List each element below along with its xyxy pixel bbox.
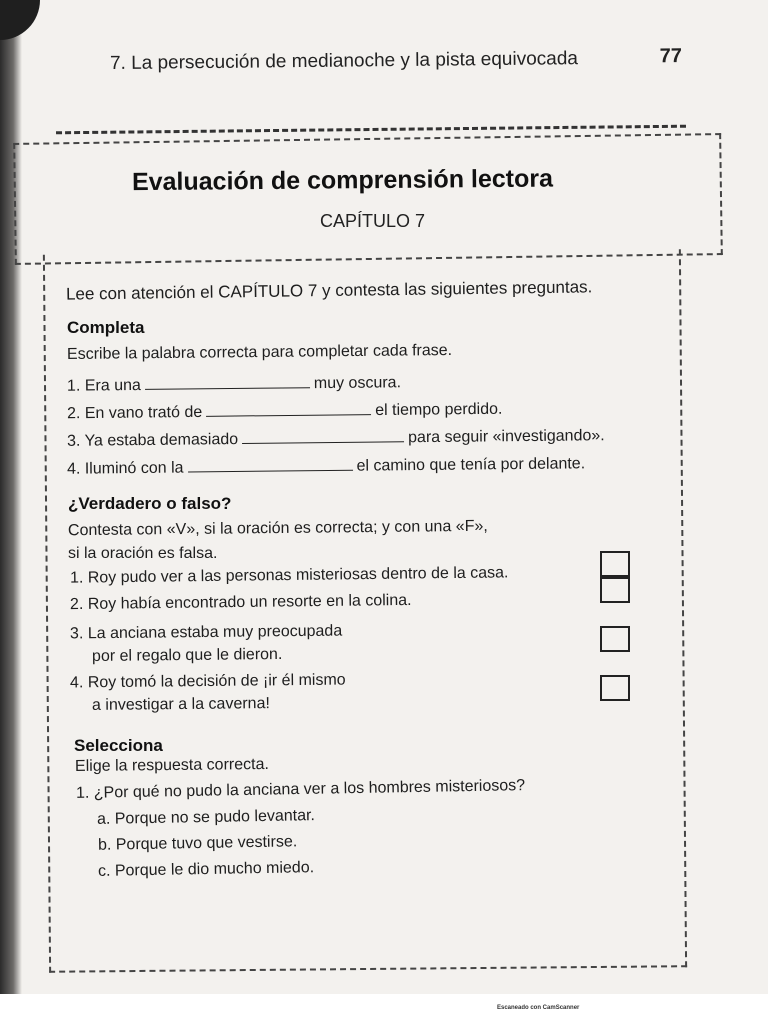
selecciona-instruction: Elige la respuesta correcta. <box>74 755 269 776</box>
item-text-before: 4. Iluminó con la <box>66 459 184 478</box>
vf-instruction-line2: si la oración es falsa. <box>68 545 218 562</box>
scanner-watermark: Escaneado con CamScanner <box>497 1005 580 1011</box>
title-frame <box>13 133 723 265</box>
completa-instruction: Escribe la palabra correcta para completar cada frase. <box>66 341 453 364</box>
scan-bottom-margin <box>0 994 768 1024</box>
completa-heading: Completa <box>67 318 145 337</box>
answer-blank[interactable] <box>206 400 371 417</box>
vf-item-4-line1: 4. Roy tomó la decisión de ¡ir él mismo <box>69 671 346 692</box>
chapter-subtitle: CAPÍTULO 7 <box>320 211 426 231</box>
page-corner-shadow <box>0 0 40 40</box>
top-dashed-rule <box>56 125 686 135</box>
instructions: Lee con atención el CAPÍTULO 7 y contesta las siguientes preguntas. <box>65 277 593 304</box>
item-text-after: el tiempo perdido. <box>375 400 503 420</box>
option-b[interactable]: b. Porque tuvo que vestirse. <box>97 833 298 854</box>
answer-blank[interactable] <box>187 456 352 473</box>
running-head <box>110 47 690 75</box>
vf-item-4-line2: a investigar a la caverna! <box>91 695 270 714</box>
vf-checkbox-4[interactable] <box>600 675 630 701</box>
vf-checkbox-3[interactable] <box>600 626 630 652</box>
verdadero-falso-heading: ¿Verdadero o falso? <box>68 494 232 513</box>
selecciona-heading: Selecciona <box>74 736 163 755</box>
item-text-before: 2. En vano trató de <box>66 403 203 423</box>
running-head-text: 7. La persecución de medianoche y la pista equivocada <box>109 48 579 75</box>
vf-instruction-line1: Contesta con «V», si la oración es correcta; y con una «F», <box>67 517 488 540</box>
item-text-after: muy oscura. <box>313 374 402 393</box>
answer-blank[interactable] <box>242 427 404 444</box>
selecciona-question: 1. ¿Por qué no pudo la anciana ver a los hombres misteriosos? <box>75 777 526 802</box>
completa-item-1 <box>67 372 401 395</box>
vf-checkbox-2[interactable] <box>600 577 630 603</box>
option-a[interactable]: a. Porque no se pudo levantar. <box>96 807 316 828</box>
vf-item-1: 1. Roy pudo ver a las personas misteriosas dentro de la casa. <box>69 564 509 587</box>
page-number: 77 <box>659 45 683 68</box>
vf-checkbox-1[interactable] <box>600 551 630 577</box>
item-text-before: 3. Ya estaba demasiado <box>66 431 239 450</box>
option-c[interactable]: c. Porque le dio mucho miedo. <box>97 859 315 880</box>
item-text-before: 1. Era una <box>66 376 141 395</box>
vf-item-3-line1: 3. La anciana estaba muy preocupada <box>69 622 343 643</box>
item-text-after: para seguir «investigando». <box>408 427 605 447</box>
page-title: Evaluación de comprensión lectora <box>131 164 554 197</box>
item-text-after: el camino que tenía por delante. <box>356 455 586 475</box>
answer-blank[interactable] <box>145 373 310 390</box>
vf-item-2: 2. Roy había encontrado un resorte en la colina. <box>69 591 412 614</box>
vf-item-3-line2: por el regalo que le dieron. <box>91 646 283 665</box>
